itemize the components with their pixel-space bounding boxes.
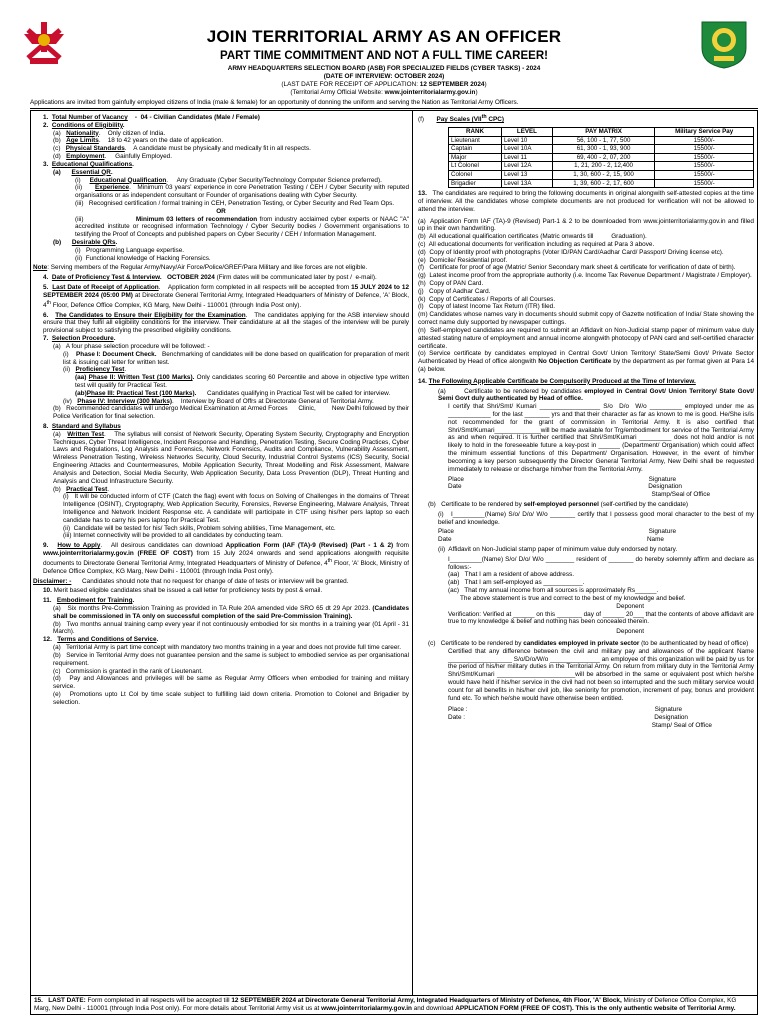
left-paragraph: (i) Phase I: Document Check. Benchmarking of candidates will be done based on qualification for preparation of merit list & issuing call letter for written test.: [63, 350, 409, 366]
table-cell: 15500/-: [655, 179, 754, 188]
pay-scales-table: [448, 127, 754, 188]
right-column-body: [418, 190, 754, 730]
right-paragraph: Date Name: [438, 536, 664, 544]
right-paragraph: (i) I_________(Name) S/o/ D/o/ W/o _______ certify that I possess good moral character to the best of my belief and knowledge.: [438, 510, 754, 526]
right-paragraph: (g) Latest income proof from the appropriate authority (i.e. Income Tax Revenue Department / Magistrate / Employer).: [418, 272, 752, 280]
left-paragraph: (ab)Phase III: Practical Test (100 Marks). Candidates qualifying in Practical Test will be called for interview.: [75, 389, 391, 397]
table-row: [449, 136, 754, 145]
right-paragraph: 13. The candidates are required to bring the following documents in original alongwith self-attested copies at the time of interview. All the candidates whose complete documents are not produced for verification will not be allowed to attend the interview.: [418, 190, 754, 213]
left-paragraph: (ii) Candidate will be tested for his/ Tech skills, Problem solving abilities, Time Management, etc.: [63, 524, 336, 532]
table-row: [449, 170, 754, 179]
right-paragraph: Verification: Verified at ______ on this _______ day of ______ 20___ that the contents of above affidavit are true to my knowledge & belief and nothing has been concealed therein.: [448, 610, 754, 626]
right-paragraph: (aa) That I am a resident of above address.: [448, 571, 574, 579]
table-cell: 61, 300 - 1, 93, 900: [552, 145, 654, 154]
table-cell: Colonel: [449, 170, 502, 179]
right-paragraph: (ii) Affidavit on Non-Judicial stamp paper of minimum value duly endorsed by notary.: [438, 546, 678, 554]
pay-table-column-header: Military Service Pay: [655, 127, 754, 136]
left-paragraph: (iii) Internet connectivity will be provided to all candidates by conducting team.: [63, 532, 283, 540]
table-cell: 15500/-: [655, 170, 754, 179]
right-paragraph: (m) Candidates whose names vary in documents should submit copy of Gazette notification of India/ State showing the correct name duly supported by newspaper cuttings.: [418, 311, 754, 327]
left-paragraph: (b) Recommended candidates will undergo Medical Examination at Armed Forces Clinic, New Delhi followed by their Police Verification for final selection.: [53, 405, 409, 421]
right-paragraph: (b) All educational qualification certificates (Matric onwards till Graduation).: [418, 233, 647, 241]
right-paragraph: Deponent: [616, 602, 644, 610]
right-paragraph: (f) Certificate for proof of age (Matric/ Senior Secondary mark sheet & certificate for verification of date of birth).: [418, 264, 736, 272]
right-paragraph: Certified that any difference between the civil and military pay and allowances of the applicant Name __________________ S/o/D/o/W/o ______________ an employee of this organization will be paid by us for the period of his/her military duties in the Territorial Army. On return from military duty in the Territorial Army Shri/Smt/Kumari ______________________will be absorbed in the same or equivalent post which he/she would have held if his/her service in the civil had not been so interrupted and the such military service would count for all benefits in his/her civil job, like seniority for promotion, increment of pay, bonus and provident fund etc. To which he/she would have otherwise been entitled.: [448, 647, 754, 702]
left-paragraph: (b) Desirable QRs.: [53, 239, 118, 246]
left-paragraph: (b) Practical Test.: [53, 485, 110, 493]
table-cell: 1, 39, 600 - 2, 17, 600: [552, 179, 654, 188]
interview-date-line: (DATE OF INTERVIEW: OCTOBER 2024): [323, 73, 445, 80]
right-paragraph: (n) Self-employed candidates are required to submit an Affidavit on Non-Judicial stamp paper of minimum value duly attested stating nature of employment and annual income alongwith photocopy of PAN card and self-certified character certificate.: [418, 326, 754, 350]
left-paragraph: (iii) Minimum 03 letters of recommendation from industry acclaimed cyber experts or NAAC "A" accredited institute or recognised information Technology / Cyber Security bodies / Government organisations to testifying the Proof of Concepts and published papers on Cyber Security / CEH / Information Management.: [75, 215, 409, 239]
left-paragraph: 5. Last Date of Receipt of Application. Application form completed in all respects will be accepted from 15 JULY 2024 to 12 SEPTEMBER 2024 (05:00 PM) at Directorate General Territorial Army, Integrated Headquarters of Ministry of Defence, 'A' Block, 4th Floor, Defence Office Complex, KG Marg, New Delhi - 110001 (through India Post only).: [43, 284, 409, 309]
table-row: [449, 179, 754, 188]
board-info: [14, 65, 754, 97]
pay-table-column-header: PAY MATRIX: [552, 127, 654, 136]
left-paragraph: (a) Nationality. Only citizen of India.: [53, 129, 166, 137]
left-paragraph: (a) Written Test. The syllabus will consist of Network Security, Operating System Security, Cryptography and Encryption Techniques, Cyber Threat Intelligence, Incident Response and Handling, Penetration Testing, Secure Coding Practices, Cyber Laws and Regulations, Log Analysis and Forensics, Network Forensics, Audits and Compliance, Vulnerability Assessment, Wireless Penetration Testing, Wireless Networks Security, Cloud Security, Industrial Control Systems (ICS) Security, Social Engineering Attacks and Countermeasures, Mobile Application Security, Threat Modelling and Risk Assessment, Malware Analysis and Detection, Social Media Security, Web Application Security, Data Loss Prevention (DLP), Threat Hunting and Analysis and Cloud Infrastructure Security.: [53, 430, 409, 485]
left-paragraph: (aa) Phase II: Written Test (100 Marks). Only candidates scoring 60 Percentile and above in objective type written test will qualify for Practical Test.: [75, 374, 409, 389]
right-paragraph: The above statement is true and correct to the best of my knowledge and belief.: [460, 594, 686, 602]
page-subtitle: PART TIME COMMITMENT AND NOT A FULL TIME CAREER!: [220, 50, 548, 62]
right-paragraph: Place Signature: [448, 475, 676, 483]
last-date-footer: 15. LAST DATE: Form completed in all respects will be accepted till 12 SEPTEMBER 2024 at Directorate General Territorial Army, Integrated Headquarters of Ministry of Defence, 4th Floor, 'A' Block, Ministry of Defence Office Complex, KG Marg, New Delhi - 110001 (through India Post only). For more details about Territorial Army visit us at www.jointerritorialarmy.gov.in and download APPLICATION FORM (FREE OF COST). This is the only authentic website of Territorial Army.: [30, 996, 758, 1015]
right-paragraph: Stamp/ Seal of Office: [651, 722, 712, 730]
left-paragraph: (b) Service in Territorial Army does not guarantee pension and the same is subject to embodied service as per organisational requirement.: [53, 651, 409, 667]
table-cell: Lieutenant: [449, 136, 502, 145]
left-paragraph: 2. Conditions of Eligibility.: [43, 121, 125, 129]
left-paragraph: (i) Programming Language expertise.: [75, 246, 185, 254]
right-paragraph: (ac) That my annual income from all sources is approximately Rs______.: [448, 587, 659, 595]
board-line: ARMY HEADQUARTERS SELECTION BOARD (ASB) FOR SPECIALIZED FIELDS (CYBER TASKS) - 2024: [227, 65, 541, 72]
table-cell: Captain: [449, 145, 502, 154]
table-cell: Major: [449, 153, 502, 162]
last-date-line: (LAST DATE FOR RECEIPT OF APPLICATION: 12 SEPTEMBER 2024): [281, 81, 487, 88]
table-row: [449, 162, 754, 171]
left-paragraph: 3. Educational Qualifications.: [43, 160, 134, 168]
left-paragraph: Disclaimer: - Candidates should note that no request for change of date of tests or interview will be granted.: [33, 577, 349, 585]
invitation-text: Applications are invited from gainfully employed citizens of India (male & female) for an opportunity of donning the uniform and serving the Nation as Territorial Army Officers.: [30, 99, 758, 109]
table-cell: 15500/-: [655, 162, 754, 171]
left-paragraph: (d) Pay and Allowances and privileges will be same as Regular Army Officers when embodied for training and military service.: [53, 675, 409, 691]
left-paragraph: (d) Employment. Gainfully Employed.: [53, 153, 172, 161]
left-paragraph: OR: [216, 207, 226, 215]
right-paragraph: (ab) That I am self-employed as ___________.: [448, 579, 585, 587]
table-cell: Level 13A: [501, 179, 552, 188]
table-cell: Level 10A: [501, 145, 552, 154]
left-paragraph: (ii) Experience. Minimum 03 years' experience in core Penetration Testing / CEH / Cyber Security with reputed organisations or as independent consultant or Founder of organisations dealing with Cyber Security.: [75, 184, 409, 200]
left-paragraph: (c) Physical Standards. A candidate must be physically and medically fit in all respects.: [53, 145, 311, 153]
website-line: (Territorial Army Official Website: www.jointerritorialarmy.gov.in): [290, 89, 478, 96]
table-cell: Level 12A: [501, 162, 552, 171]
territorial-army-crest-icon: [696, 18, 752, 70]
table-row: [449, 145, 754, 154]
page-header: [14, 18, 754, 96]
left-paragraph: (ii) Proficiency Test.: [63, 366, 127, 374]
right-paragraph: (a) Certificate to be rendered by candidates employed in Central Govt/ Union Territory/ State Govt/ Semi Govt duly authenticated by Head of office.: [438, 387, 754, 403]
left-paragraph: 10. Merit based eligible candidates shall be issued a call letter for proficiency tests by post & email.: [43, 587, 323, 595]
table-cell: 15500/-: [655, 136, 754, 145]
table-cell: 69, 400 - 2, 07, 200: [552, 153, 654, 162]
left-paragraph: (a) Six months Pre-Commission Training as provided in TA Rule 20A amended vide SRO 65 dt 29 Apr 2023. (Candidates shall be commissioned in TA only on successful completion of the said Pre-Commission Training).: [53, 605, 409, 620]
table-cell: 15500/-: [655, 153, 754, 162]
pay-table-column-header: LEVEL: [501, 127, 552, 136]
right-paragraph: (c) All educational documents for verification including as required at Para 3 above.: [418, 240, 655, 248]
table-cell: 15500/-: [655, 145, 754, 154]
right-paragraph: I_________(Name) S/o/ D/o/ W/o ________ resident of _______ do hereby solemnly affirm and declare as follows:-: [448, 555, 754, 571]
pay-scales-heading: (f) Pay Scales (VIIth CPC): [418, 114, 505, 124]
right-paragraph: 14. The Following Applicable Certificate be Compulsorily Produced at the Time of Interview.: [418, 377, 696, 385]
left-paragraph: (a) Essential QR.: [53, 168, 113, 176]
column-divider: [412, 110, 413, 996]
table-cell: Level 13: [501, 170, 552, 179]
left-paragraph: (iv) Phase IV: Interview (300 Marks). Interview by Board of Offrs at Directorate General of Territorial Army.: [63, 397, 374, 405]
left-paragraph: Note: Serving members of the Regular Army/Navy/Air Force/Police/GREF/Para Military and like forces are not eligible.: [33, 264, 368, 272]
right-paragraph: (h) Copy of PAN Card.: [418, 280, 484, 288]
left-paragraph: (a) A four phase selection procedure will be followed: -: [53, 342, 210, 350]
right-paragraph: Deponent: [616, 628, 644, 636]
left-paragraph: 7. Selection Procedure.: [43, 335, 116, 343]
left-paragraph: (a) Territorial Army is part time concept with mandatory two months training in a year and does not provide full time career.: [53, 644, 401, 652]
right-paragraph: (d) Copy of Identity proof with photographs (Voter ID/PAN Card/Aadhar Card/ Passport/ Driving license etc).: [418, 248, 724, 256]
right-paragraph: Place Signature: [438, 528, 676, 536]
left-paragraph: (e) Promotions upto Lt Col by time scale subject to fulfilling laid down criteria. Promotion to Colonel and Brigadier by selection.: [53, 690, 409, 706]
right-column: [418, 114, 754, 994]
right-paragraph: (b) Certificate to be rendered by self-employed personnel (self-certified by the candidate): [428, 500, 689, 508]
right-paragraph: (a) Application Form IAF (TA)-9 (Revised) Part-1 & 2 to be downloaded from www.jointerritorialarmy.gov.in and filled up in their own handwriting.: [418, 217, 754, 233]
right-paragraph: Date : Designation: [448, 714, 688, 722]
left-column: [33, 114, 409, 994]
right-paragraph: (c) Certificate to be rendered by candidates employed in private sector (to be authenticated by head of office): [428, 639, 749, 647]
right-paragraph: Date Designation: [448, 483, 682, 491]
table-cell: Level 11: [501, 153, 552, 162]
right-paragraph: (o) Service certificate by candidates employed in Central Govt/ Union Territory/ State/Semi Govt/ Private Sector Authenticated by Head of office alongwith No Objection Certificate by the department as per format given at Para 14 (a) below.: [418, 350, 754, 373]
table-cell: Lt Colonel: [449, 162, 502, 171]
left-paragraph: (b) Two months annual training camp every year if not continuously embodied for six months in a training year (01 April - 31 March).: [53, 620, 409, 636]
right-paragraph: (j) Copy of Aadhar Card.: [418, 287, 491, 295]
left-paragraph: (iii) Recognised certification / formal training in CEH, Penetration Testing, or Cyber Security and Red Team Ops.: [75, 199, 395, 207]
left-paragraph: 6. The Candidates to Ensure their Eligibility for the Examination. The candidates applying for the ASB interview should ensure that they fulfil all eligibility conditions for the interview. Their candidature at all the stages of the interview will be purely provisional subject to satisfying the prescribed eligibility conditions.: [43, 311, 409, 335]
page-title: JOIN TERRITORIAL ARMY AS AN OFFICER: [206, 27, 562, 46]
table-cell: Level 10: [501, 136, 552, 145]
left-paragraph: 1. Total Number of Vacancy - 04 - Civilian Candidates (Male / Female): [43, 114, 260, 121]
pay-table-column-header: RANK: [449, 127, 502, 136]
pay-table-header-row: [449, 127, 754, 136]
left-paragraph: 4. Date of Proficiency Test & Interview. OCTOBER 2024 (Firm dates will be communicated later by post / e-mail).: [43, 274, 377, 282]
left-paragraph: (i) Educational Qualification. Any Graduate (Cyber Security/Technology Computer Science preferred).: [75, 176, 382, 184]
table-cell: 1, 21, 200 - 2, 12,400: [552, 162, 654, 171]
left-paragraph: 11. Embodiment for Training.: [43, 597, 135, 605]
right-paragraph: I certify that Shri/Smt/ Kumari _________________ S/o D/o W/o _________ employed under me as ____________ for the last _______ yrs and that their character as far as known to me is good. He/She is/is not recommended for the grant of commission in Territorial Army. It is also certified that Shri/Smt/Kumari_____________will be made available for Trg/embodiment for service of the Territorial Army as and when required. It is further certified that Shri/Smt/Kumari _________ does not hold and/or is not likely to hold in the foreseeable future a key-post in ______ (Department/ Organisation) which could affect the minimum essential functions of this Department/ Organisation. However, in the event of him/her becoming a key person subsequently the Director General Territorial Army, New Delhi shall be requested immediately to release or discharge him/her from the Territorial Army.: [448, 403, 754, 473]
left-paragraph: (b) Age Limits. 18 to 42 years on the date of application.: [53, 137, 224, 145]
right-paragraph: Place : Signature: [448, 706, 682, 714]
right-paragraph: Stamp/Seal of Office: [651, 491, 710, 499]
left-paragraph: 9. How to Apply. All desirous candidates can download Application Form (IAF (TA)-9 (Revised) (Part - 1 & 2) from www.jointerritorialarmy.gov.in (FREE OF COST) from 15 July 2024 onwards and send applications alongwith requisite documents to Directorate General Territorial Army, Integrated Headquarters of Ministry of Defence, 4th Floor, 'A' Block, Ministry of Defence Office Complex, KG Marg, New Delhi - 110001 (through India Post only).: [43, 542, 409, 575]
table-cell: Brigadier: [449, 179, 502, 188]
left-paragraph: 12. Terms and Conditions of Service.: [43, 636, 159, 644]
right-paragraph: (l) Copy of latest Income Tax Return (ITR) filed.: [418, 303, 555, 311]
right-paragraph: (k) Copy of Certificates / Reports of all Courses.: [418, 295, 556, 303]
left-paragraph: 8. Standard and Syllabus: [43, 423, 121, 430]
right-paragraph: (e) Domicile/ Residential proof.: [418, 256, 508, 264]
left-paragraph: (i) It will be conducted inform of CTF (Catch the flag) event with focus on Solving of Challenges in the domains of Threat Intelligence (OSINT), Cryptography, Web Application Security, Forensics, Reverse Engineering, Malware Analysis, Threat Intelligence and Network Incident Response etc. A candidate will participate in CTF using his/her pers laptop so each candidate has to carry his pers laptop for Practical Test.: [63, 493, 409, 524]
table-row: [449, 153, 754, 162]
left-paragraph: (c) Commission is granted in the rank of Lieutenant.: [53, 667, 203, 675]
table-cell: 1, 30, 600 - 2, 15, 900: [552, 170, 654, 179]
left-paragraph: (ii) Functional knowledge of Hacking Forensics.: [75, 254, 211, 262]
table-cell: 56, 100 - 1, 77, 500: [552, 136, 654, 145]
